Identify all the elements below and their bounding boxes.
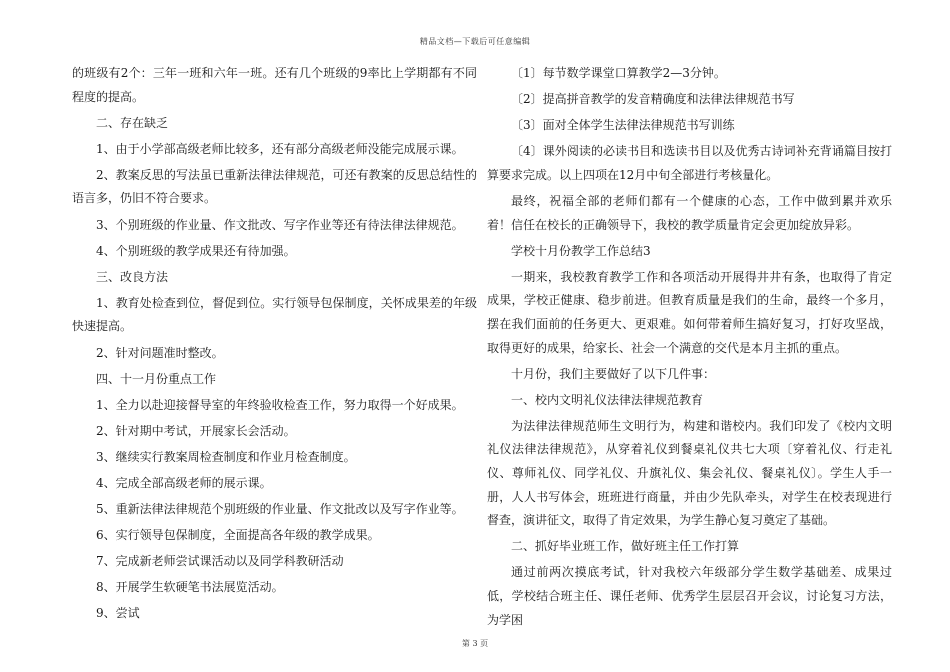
paragraph: 二、抓好毕业班工作，做好班主任工作打算 [511, 539, 740, 554]
paragraph: 最终，祝福全部的老师们都有一个健康的心态，工作中做到累并欢乐着！信任在校长的正确领导下，我校的教学质量肯定会更加绽放异彩。 [487, 193, 892, 232]
paragraph: 2、针对问题准时整改。 [96, 345, 224, 360]
paragraph: 4、个别班级的教学成果还有待加强。 [96, 243, 296, 258]
paragraph: 8、开展学生软硬笔书法展览活动。 [96, 580, 284, 595]
paragraph: 二、存在缺乏 [96, 115, 169, 130]
paragraph: 3、个别班级的作业量、作文批改、写字作业等还有待法律法律规范。 [96, 217, 464, 232]
page-header: 精品文档—下载后可任意编辑 [419, 37, 531, 46]
paragraph: 〔1〕每节数学课堂口算教学2—3分钟。 [511, 66, 726, 80]
paragraph: 3、继续实行教案周检查制度和作业月检查制度。 [96, 449, 356, 464]
left-text-column [72, 62, 477, 629]
paragraph: 通过前两次摸底考试，针对我校六年级部分学生数学基础差、成果过低，学校结合班主任、课任老师、优秀学生层层召开会议，讨论复习方法，为学困 [487, 565, 892, 627]
paragraph: 的班级有2个：三年一班和六年一班。还有几个班级的9率比上学期都有不同程度的提高。 [72, 66, 477, 104]
paragraph: 5、重新法律法律规范个别班级的作业量、作文批改以及写字作业等。 [96, 502, 464, 517]
paragraph: 四、十一月份重点工作 [96, 371, 217, 386]
paragraph: 一期来，我校教育教学工作和各项活动开展得井井有条，也取得了肯定成果，学校正健康、稳步前进。但教育质量是我们的生命，最终一个多月，摆在我们面前的任务更大、更艰难。如何带着师生搞好复习，打好攻坚战，取得更好的成果，给家长、社会一个满意的交代是本月主抓的重点。 [487, 269, 892, 355]
paragraph: 〔2〕提高拼音教学的发音精确度和法律法律规范书写 [511, 92, 795, 107]
paragraph: 2、针对期中考试，开展家长会活动。 [96, 423, 296, 438]
paragraph: 6、实行领导包保制度，全面提高各年级的教学成果。 [96, 528, 380, 543]
paragraph: 〔4〕课外阅读的必读书目和选读书目以及优秀古诗词补充背诵篇目按打算要求完成。以上四项在12月中旬全部进行考核量化。 [487, 144, 892, 182]
paragraph: 一、校内文明礼仪法律法律规范教育 [511, 392, 704, 407]
paragraph: 2、教案反思的写法虽已重新法律法律规范，可还有教案的反思总结性的语言多，仍旧不符合要求。 [72, 167, 477, 206]
paragraph: 为法律法律规范师生文明行为，构建和谐校内。我们印发了《校内文明礼仪法律法律规范》，从穿着礼仪到餐桌礼仪共七大项〔穿着礼仪、行走礼仪、尊师礼仪、同学礼仪、升旗礼仪、集会礼仪、餐桌礼仪〕。学生人手一册，人人书写体会，班班进行商量，并由少先队牵头，对学生在校表现进行督查，演讲征文，取得了肯定效果，为学生静心复习奠定了基础。 [487, 418, 892, 528]
paragraph: 9、尝试 [96, 606, 140, 621]
paragraph: 三、改良方法 [96, 269, 169, 284]
paragraph: 7、完成新老师尝试课活动以及同学科教研活动 [96, 554, 344, 569]
paragraph: 1、全力以赴迎接督导室的年终验收检查工作，努力取得一个好成果。 [96, 397, 464, 412]
paragraph: 4、完成全部高级老师的展示课。 [96, 476, 272, 490]
paragraph: 学校十月份教学工作总结3 [511, 243, 651, 258]
right-text-column [487, 62, 892, 635]
paragraph: 1、由于小学部高级老师比较多，还有部分高级老师没能完成展示课。 [96, 141, 464, 156]
page-number: 第 3 页 [461, 639, 489, 648]
paragraph: 1、教育处检查到位，督促到位。实行领导包保制度，关怀成果差的年级快速提高。 [72, 295, 477, 334]
paragraph: 十月份，我们主要做好了以下几件事： [511, 366, 716, 381]
paragraph: 〔3〕面对全体学生法律法律规范书写训练 [511, 118, 735, 133]
